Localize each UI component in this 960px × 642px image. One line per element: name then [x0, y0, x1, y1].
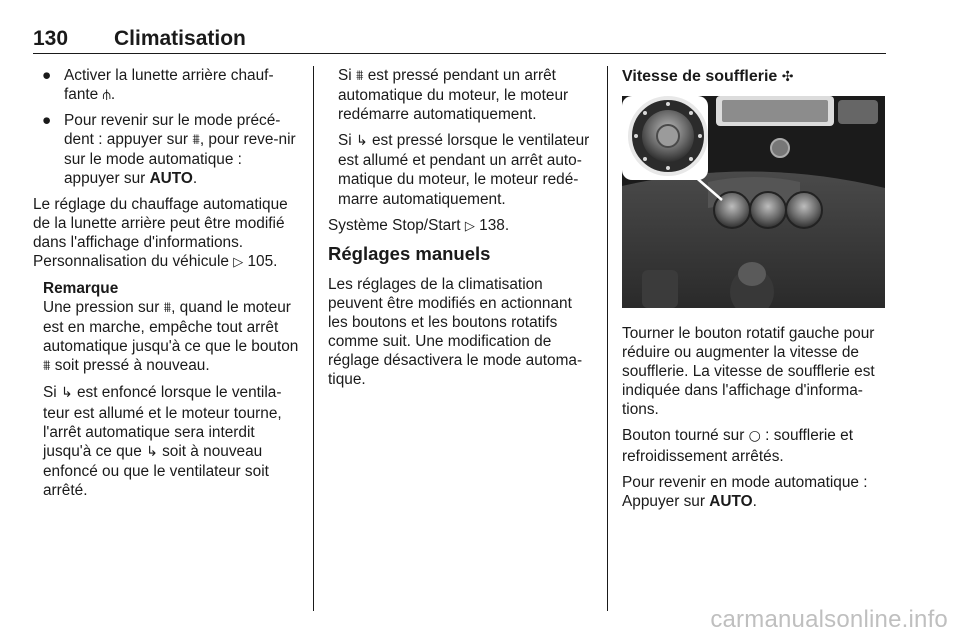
dashboard-illustration	[622, 96, 885, 308]
fan-icon: ✣	[781, 69, 794, 85]
note-title: Remarque	[43, 279, 119, 297]
page-number: 130	[33, 27, 69, 50]
page-reference[interactable]: 138.	[479, 216, 510, 234]
reference-arrow-icon: ▷	[464, 218, 475, 234]
fan-recirc-icon: ↳	[146, 443, 158, 460]
paragraph: Les réglages de la climatisation peuvent être modifiés en actionnant les boutons et les boutons rotatifs comme suit. Une modification de réglage désactivera le mode automa-tique.	[328, 275, 583, 389]
climate-control-figure	[622, 96, 885, 308]
bullet-item: ● Activer la lunette arrière chauf-fante ⫛.	[33, 66, 301, 105]
column-right	[622, 66, 887, 518]
windscreen-defrost-icon: ⩩	[163, 300, 172, 317]
watermark: carmanualsonline.info	[710, 606, 948, 633]
rear-defrost-icon: ⫛	[102, 87, 111, 104]
section-heading: Réglages manuels	[328, 242, 491, 264]
paragraph: Le réglage du chauffage automatique de la lunette arrière peut être modifié dans l'affichage d'informations. Personnalisation du véhicule ▷ 105.	[33, 195, 288, 270]
paragraph: Pour revenir en mode automatique : Appuyer sur AUTO.	[622, 473, 868, 510]
bullet-dot: ●	[42, 112, 52, 130]
windscreen-defrost-icon: ⩩	[355, 68, 364, 84]
windscreen-defrost-icon: ⩩	[43, 358, 51, 375]
subsection-heading: Vitesse de soufflerie ✣	[622, 66, 887, 88]
fan-recirc-icon: ↳	[355, 133, 368, 150]
reference-arrow-icon: ▷	[233, 254, 244, 270]
bullet-dot: ●	[42, 67, 52, 84]
note-block	[33, 279, 301, 500]
paragraph: Bouton tourné sur ○ : soufflerie et refroidissement arrêtés.	[622, 427, 853, 465]
paragraph: Si ↳ est pressé lorsque le ventilateur est allumé et pendant un arrêt auto-matique du moteur, le moteur redé-marre automatiquement.	[338, 132, 590, 208]
paragraph: Système Stop/Start ▷ 138.	[328, 216, 510, 234]
page-reference[interactable]: 105.	[247, 252, 278, 270]
paragraph: Tourner le bouton rotatif gauche pour réduire ou augmenter la vitesse de soufflerie. La vitesse de soufflerie est indiquée dans l'affichage d'informa-tions.	[622, 325, 875, 419]
column-left	[33, 66, 301, 507]
page-header	[33, 26, 886, 54]
fan-recirc-icon: ↳	[60, 385, 73, 402]
page-title: Climatisation	[114, 27, 246, 50]
auto-label: AUTO	[149, 170, 193, 188]
note-paragraph: Une pression sur ⩩, quand le moteur est en marche, empêche tout arrêt automatique jusqu'à ce que le bouton ⩩ soit pressé à nouveau.	[43, 298, 301, 376]
windscreen-defrost-icon: ⩩	[192, 132, 200, 149]
note-paragraph: Si ↳ est enfoncé lorsque le ventila-teur est allumé et le moteur tourne, l'arrêt automatique sera interdit jusqu'à ce que ↳ soit à nouveau enfoncé ou que le ventilateur soit arrêté.	[43, 384, 282, 499]
column-divider	[313, 66, 314, 611]
paragraph: Si ⩩ est pressé pendant un arrêt automatique du moteur, le moteur redémarre automatiquement.	[338, 67, 569, 124]
bullet-item: ● Pour revenir sur le mode précé-dent : appuyer sur ⩩, pour reve-nir sur le mode automatique : appuyer sur AUTO.	[42, 112, 296, 188]
auto-label: AUTO	[709, 492, 753, 510]
column-divider	[607, 66, 608, 611]
column-middle	[328, 66, 594, 396]
off-circle-icon: ○	[748, 428, 761, 445]
